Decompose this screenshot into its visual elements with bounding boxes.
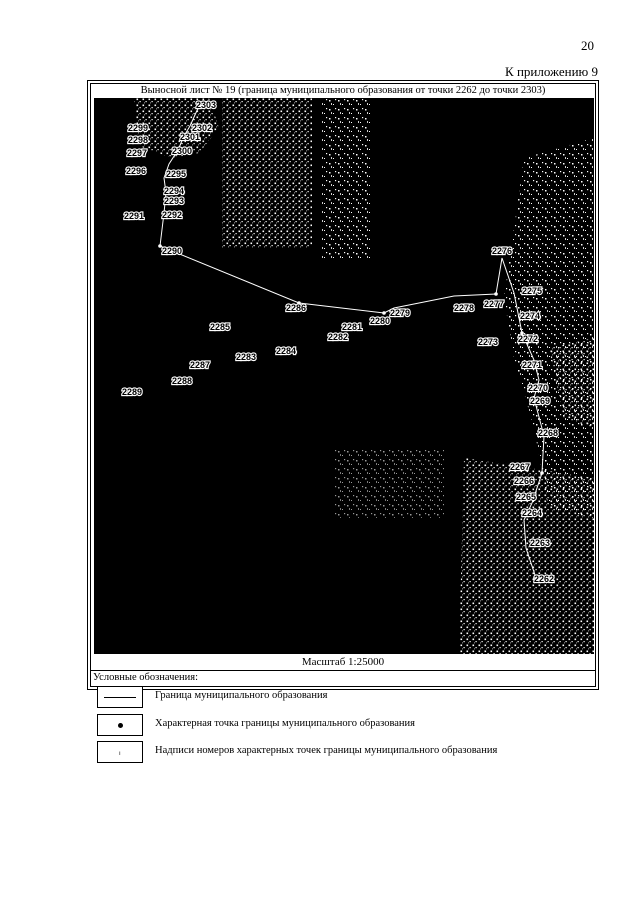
point-label: 2287 (190, 360, 211, 370)
point-label: 2295 (166, 169, 187, 179)
point-label: 2270 (528, 383, 549, 393)
point-label: 2275 (522, 286, 543, 296)
point-label: 2281 (342, 322, 363, 332)
terrain-texture (134, 98, 594, 654)
point-label: 2274 (520, 311, 541, 321)
point-label: 2302 (192, 123, 213, 133)
point-label: 2271 (522, 360, 543, 370)
page-number: 20 (581, 38, 594, 53)
point-label: 2277 (484, 299, 505, 309)
point-label: 2286 (286, 303, 307, 313)
point-label: 2283 (236, 352, 257, 362)
point-label: 2303 (196, 100, 217, 110)
point-label: 2291 (124, 211, 145, 221)
point-label: 2292 (162, 210, 183, 220)
legend-item-text: Граница муниципального образования (155, 690, 328, 701)
point-label: 2301 (180, 132, 201, 142)
legend-item-text: Надписи номеров характерных точек границы муниципального образования (155, 745, 498, 756)
legend-item-label (97, 741, 597, 763)
point-label: 2273 (478, 337, 499, 347)
point-label: 2285 (210, 322, 231, 332)
point-label: 2279 (390, 308, 411, 318)
legend-item-boundary (97, 686, 597, 708)
dot-symbol (97, 714, 143, 736)
point-label: 2262 (534, 574, 555, 584)
legend-title: Условные обозначения: (93, 672, 199, 683)
point-label: 2299 (128, 123, 149, 133)
point-label: 2272 (518, 334, 539, 344)
satellite-map (94, 98, 594, 654)
point-label: 2296 (126, 166, 147, 176)
map-sheet-inner-frame (90, 83, 596, 757)
appendix-caption: К приложению 9 (505, 64, 598, 79)
point-label: 2268 (538, 428, 559, 438)
point-label: 2294 (164, 186, 185, 196)
point-label: 2280 (370, 316, 391, 326)
point-label: 2266 (514, 476, 535, 486)
point-label: 2289 (122, 387, 143, 397)
point-label: 2276 (492, 246, 513, 256)
point-label: 2264 (522, 508, 543, 518)
point-label: 2297 (127, 148, 148, 158)
map-layer (94, 98, 594, 654)
map-sheet-frame (87, 80, 599, 757)
point-label: 2263 (530, 538, 551, 548)
point-label: 2300 (172, 146, 193, 156)
point-label: 2269 (530, 396, 551, 406)
point-label: 2288 (172, 376, 193, 386)
point-label: 2293 (164, 196, 185, 206)
legend-item-point (97, 714, 597, 736)
point-label: 2278 (454, 303, 475, 313)
point-label: 2298 (128, 135, 149, 145)
legend-item-text: Характерная точка границы муниципального образования (155, 718, 415, 729)
point-label: 2284 (276, 346, 297, 356)
map-scale: Масштаб 1:25000 (301, 656, 385, 668)
point-label: 2267 (510, 462, 531, 472)
legend (91, 670, 595, 757)
point-label: 2290 (162, 246, 183, 256)
sheet-title: Выносной лист № 19 (граница муниципального образования от точки 2262 до точки 2303) (140, 85, 546, 96)
point-label: 2265 (516, 492, 537, 502)
point-label: 2282 (328, 332, 349, 342)
label-symbol: ı (97, 741, 143, 763)
line-symbol (97, 686, 143, 708)
